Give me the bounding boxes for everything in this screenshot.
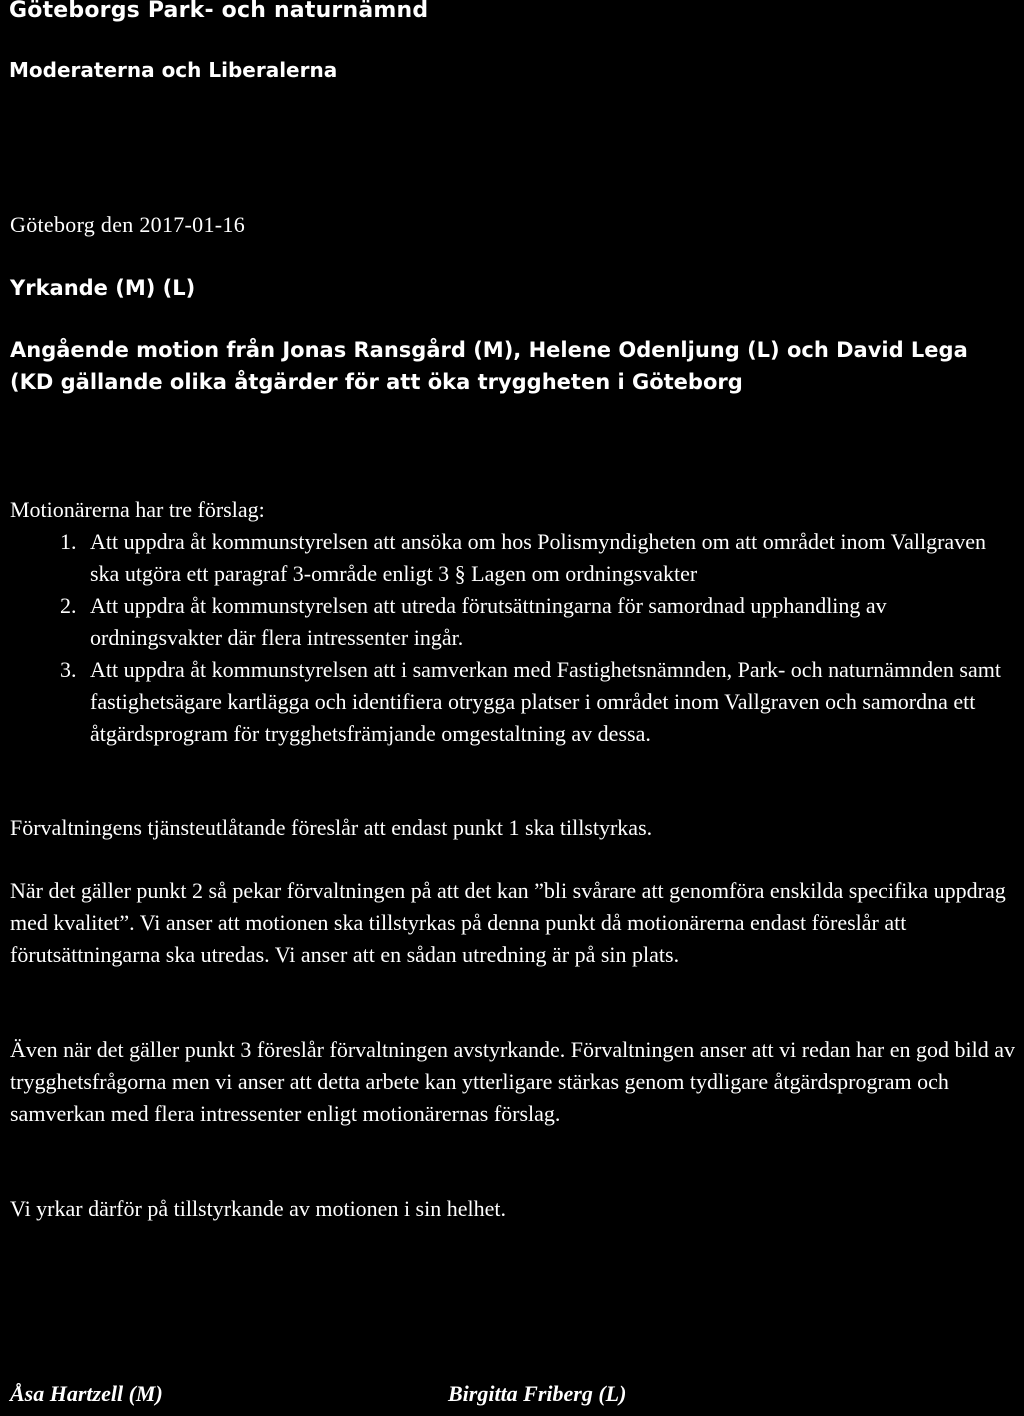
proposals-intro: Motionärerna har tre förslag:	[10, 497, 265, 522]
proposal-item	[10, 654, 1010, 750]
proposal-number: 2.	[60, 593, 77, 618]
proposal-text: Att uppdra åt kommunstyrelsen att i samverkan med Fastighetsnämnden, Park- och naturnämnden samt fastighetsägare kartlägga och identifiera otrygga platser i området inom Vallgraven och samordna ett åtgärdsprogram för trygghetsfrämjande omgestaltning av dessa.	[90, 657, 1001, 746]
document-title: Yrkande (M) (L)	[10, 276, 196, 300]
subject-heading: Angående motion från Jonas Ransgård (M), Helene Odenljung (L) och David Lega (KD gällande olika åtgärder för att öka tryggheten i Göteborg	[10, 338, 968, 394]
committee-name: Göteborgs Park- och naturnämnd	[9, 0, 429, 23]
party-names: Moderaterna och Liberalerna	[9, 58, 338, 82]
proposal-item	[10, 526, 1010, 590]
signature-name: Åsa Hartzell (M)	[10, 1381, 163, 1406]
proposal-number: 3.	[60, 657, 77, 682]
proposal-number: 1.	[60, 529, 77, 554]
paragraph-point-two: När det gäller punkt 2 så pekar förvaltningen på att det kan ”bli svårare att genomföra enskilda specifika uppdrag med kvalitet”. Vi anser att motionen ska tillstyrkas på denna punkt då motionärerna endast föreslår att förutsättningarna ska utredas. Vi anser att en sådan utredning är på sin plats.	[10, 878, 1006, 967]
paragraph-conclusion: Vi yrkar därför på tillstyrkande av motionen i sin helhet.	[10, 1196, 506, 1221]
proposal-text: Att uppdra åt kommunstyrelsen att utreda förutsättningarna för samordnad upphandling av ordningsvakter där flera intressenter ingår.	[90, 593, 887, 650]
date-line: Göteborg den 2017-01-16	[10, 212, 246, 237]
paragraph-point-three: Även när det gäller punkt 3 föreslår förvaltningen avstyrkande. Förvaltningen anser att vi redan har en god bild av trygghetsfrågorna men vi anser att detta arbete kan ytterligare stärkas genom tydligare åtgärdsprogram och samverkan med flera intressenter enligt motionärernas förslag.	[10, 1037, 1015, 1126]
proposal-text: Att uppdra åt kommunstyrelsen att ansöka om hos Polismyndigheten om att området inom Vallgraven ska utgöra ett paragraf 3-område enligt 3 § Lagen om ordningsvakter	[90, 529, 986, 586]
proposal-list	[10, 526, 1010, 750]
paragraph-administration-opinion: Förvaltningens tjänsteutlåtande föreslår att endast punkt 1 ska tillstyrkas.	[10, 815, 653, 840]
signature-name: Birgitta Friberg (L)	[448, 1381, 627, 1406]
proposal-item	[10, 590, 1010, 654]
